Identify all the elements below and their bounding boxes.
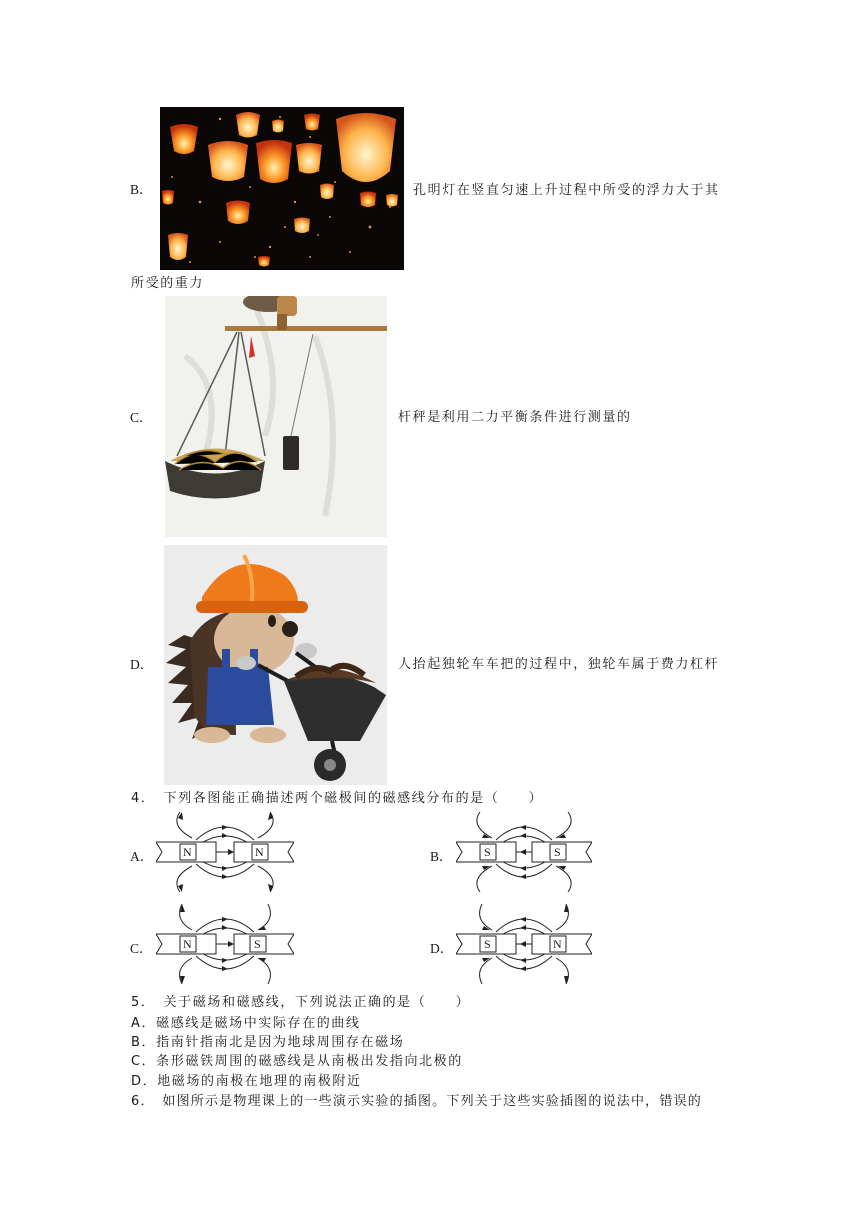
question-6-stem: 6． 如图所示是物理课上的一些演示实验的插图。下列关于这些实验插图的说法中，错误的 [131,1094,702,1109]
q4-option-c-letter: C． [130,941,153,956]
q5-option-d: D．地磁场的南极在地理的南极附近 [131,1074,362,1089]
q5-option-c: C．条形磁铁周围的磁感线是从南极出发指向北极的 [131,1054,463,1069]
option-c-letter: C． [130,410,153,425]
q4-b-right-pole: S [554,845,561,859]
q4-option-b-letter: B． [430,849,453,864]
q4-diagram-c [156,902,294,986]
option-b-text: 孔明灯在竖直匀速上升过程中所受的浮力大于其 [413,183,720,198]
q4-option-a-letter: A． [130,849,154,864]
q4-a-right-pole: N [255,845,264,859]
q5-option-b: B．指南针指南北是因为地球周围存在磁场 [131,1035,405,1050]
question-4-stem: 4． 下列各图能正确描述两个磁极间的磁感线分布的是（ ） [131,791,544,806]
hedgehog-wheelbarrow-image [164,545,387,785]
option-d-letter: D． [130,657,154,672]
option-c-text: 杆秤是利用二力平衡条件进行测量的 [398,410,632,425]
q4-diagram-b [456,810,592,894]
q4-d-left-pole: S [484,937,491,951]
q5-option-a: A．磁感线是磁场中实际存在的曲线 [131,1016,361,1031]
question-5-stem: 5． 关于磁场和磁感线，下列说法正确的是（ ） [131,995,471,1010]
q4-option-d-letter: D． [430,941,454,956]
sky-lanterns-photo [160,107,404,270]
q4-c-left-pole: N [183,937,192,951]
option-d-text: 人抬起独轮车车把的过程中，独轮车属于费力杠杆 [398,657,720,672]
q4-d-right-pole: N [553,937,562,951]
q4-c-right-pole: S [254,937,261,951]
q4-diagram-d [456,902,592,986]
q4-diagram-a [156,810,294,894]
option-b-letter: B． [130,182,153,197]
q4-a-left-pole: N [183,845,192,859]
q4-b-left-pole: S [484,845,491,859]
option-b-text-continued: 所受的重力 [131,276,205,291]
steelyard-photo [165,296,387,537]
